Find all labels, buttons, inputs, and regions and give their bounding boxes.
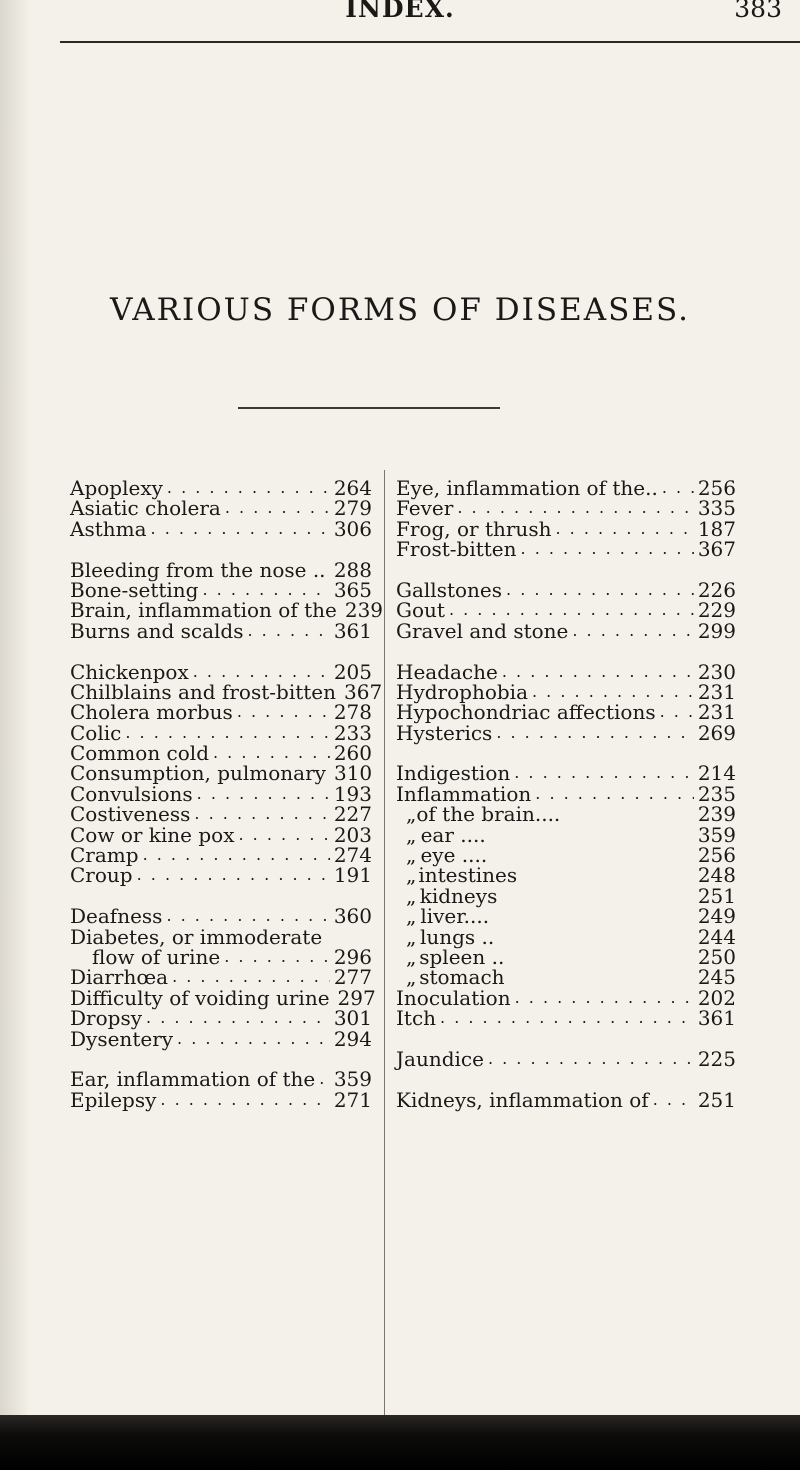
entry-page-number: 277 (333, 965, 372, 990)
index-entry (396, 700, 736, 725)
entry-gap (396, 560, 736, 580)
index-subentry (396, 822, 736, 847)
entry-term: Cholera morbus (70, 700, 233, 725)
entry-term: Gravel and stone (396, 618, 569, 643)
index-entry (396, 598, 736, 623)
entry-page-number: 299 (697, 618, 736, 643)
dot-leader (521, 539, 694, 559)
subentry-term: kidneys (419, 883, 498, 908)
entry-page-number: 251 (697, 883, 736, 908)
subentry-term: spleen .. (419, 944, 505, 969)
index-entry (70, 1087, 372, 1112)
entry-page-number: 251 (697, 1087, 736, 1112)
entry-term: Kidneys, inflammation of (396, 1087, 649, 1112)
entry-page-number: 249 (697, 904, 736, 929)
entry-term: Frost-bitten (396, 537, 517, 562)
entry-term: Deafness (70, 904, 163, 929)
running-head (0, 0, 800, 40)
index-entry (396, 537, 736, 562)
index-entry (70, 781, 372, 806)
ditto-mark: „ (406, 883, 417, 908)
entry-term: Burns and scalds (70, 618, 244, 643)
entry-page-number: 361 (333, 618, 372, 643)
index-entry (70, 985, 376, 1010)
dot-leader (457, 498, 693, 518)
entry-term: Gout (396, 598, 445, 623)
entry-page-number: 361 (697, 1006, 736, 1031)
index-entry (70, 1026, 372, 1051)
entry-page-number: 360 (333, 904, 372, 929)
dot-leader (660, 702, 694, 722)
entry-term: Eye, inflammation of the.. (396, 475, 658, 500)
index-entry (70, 618, 372, 643)
index-entry (70, 965, 372, 990)
entry-page-number: 193 (333, 781, 372, 806)
index-subentry (396, 883, 736, 908)
entry-page-number: 269 (697, 720, 736, 745)
index-entry (396, 720, 736, 745)
dot-leader (177, 1029, 330, 1049)
entry-page-number: 202 (697, 985, 736, 1010)
entry-page-number: 288 (333, 557, 372, 582)
dot-leader (160, 1090, 329, 1110)
dot-leader (167, 478, 330, 498)
dot-leader (137, 865, 330, 885)
index-entry (70, 863, 372, 888)
entry-page-number: 226 (697, 577, 736, 602)
entry-page-number: 365 (333, 577, 372, 602)
dot-leader (319, 1069, 330, 1089)
subentry-term: liver.... (420, 904, 490, 929)
subentry-term: intestines (418, 863, 518, 888)
dot-leader (213, 743, 330, 763)
dot-leader (532, 682, 694, 702)
index-entry (70, 496, 372, 521)
dot-leader (151, 519, 330, 539)
entry-page-number: 235 (697, 781, 736, 806)
dot-leader (125, 723, 329, 743)
ditto-mark: „ (406, 802, 417, 827)
index-entry (70, 924, 372, 949)
dot-leader (166, 906, 329, 926)
index-subentry (396, 924, 736, 949)
subentry-term: eye .... (420, 843, 488, 868)
ditto-mark: „ (406, 944, 417, 969)
entry-term: Convulsions (70, 781, 193, 806)
entry-page-number: 294 (333, 1026, 372, 1051)
entry-page-number: 301 (333, 1006, 372, 1031)
entry-page-number: 231 (697, 679, 736, 704)
entry-term: Consumption, pulmonary (70, 761, 326, 786)
entry-term: Diarrhœa (70, 965, 169, 990)
entry-term: Apoplexy (70, 475, 163, 500)
dot-leader (440, 1008, 694, 1028)
entry-gap (70, 641, 372, 661)
dot-leader (449, 600, 694, 620)
entry-page-number: 239 (344, 598, 384, 623)
entry-page-number: 245 (697, 965, 736, 990)
dot-leader (146, 1008, 330, 1028)
subentry-term: stomach (419, 965, 505, 990)
ditto-mark: „ (406, 822, 417, 847)
entry-term: Itch (396, 1006, 437, 1031)
entry-page-number: 191 (333, 863, 372, 888)
entry-page-number: 274 (333, 843, 372, 868)
entry-gap (396, 641, 736, 661)
entry-term: Diabetes, or immoderate (70, 924, 323, 949)
dot-leader (502, 662, 694, 682)
dot-leader (515, 988, 694, 1008)
page-number: 383 (734, 0, 782, 23)
index-entry (396, 1087, 736, 1112)
index-entry (396, 577, 736, 602)
entry-page-number: 260 (333, 741, 372, 766)
index-entry (70, 577, 372, 602)
entry-page-number: 250 (697, 944, 736, 969)
entry-term: Dysentery (70, 1026, 174, 1051)
entry-term: Inflammation (396, 781, 532, 806)
index-subentry (396, 863, 736, 888)
entry-page-number: 256 (697, 843, 736, 868)
entry-term: Costiveness (70, 802, 191, 827)
entry-page-number: 230 (697, 659, 736, 684)
entry-term: Fever (396, 496, 454, 521)
entry-term: Asiatic cholera (70, 496, 221, 521)
dot-leader (225, 498, 330, 518)
entry-gap (70, 886, 372, 906)
header-rule (60, 41, 800, 43)
entry-page-number: 359 (697, 822, 736, 847)
entry-term: Bone-setting (70, 577, 199, 602)
index-entry-continued (70, 944, 372, 969)
entry-page-number: 296 (333, 944, 372, 969)
dot-leader (496, 723, 694, 743)
entry-page-number: 248 (697, 863, 736, 888)
entry-term: Cramp (70, 843, 139, 868)
dot-leader (202, 580, 329, 600)
entry-term: Inoculation (396, 985, 511, 1010)
entry-page-number: 227 (333, 802, 372, 827)
entry-page-number: 239 (697, 802, 736, 827)
entry-page-number: 278 (333, 700, 372, 725)
bottom-dark-band (0, 1415, 800, 1470)
index-entry (70, 557, 372, 582)
index-subentry (396, 965, 736, 990)
entry-term: Gallstones (396, 577, 503, 602)
index-entry (70, 741, 372, 766)
entry-term: Bleeding from the nose .. (70, 557, 326, 582)
entry-page-number: 187 (697, 516, 736, 541)
index-entry (396, 659, 736, 684)
entry-page-number: 279 (333, 496, 372, 521)
entry-term: Epilepsy (70, 1087, 157, 1112)
subentry-term: ear .... (420, 822, 486, 847)
index-entry (70, 679, 383, 704)
ditto-mark: „ (406, 924, 417, 949)
ditto-mark: „ (406, 843, 417, 868)
column-divider (384, 470, 385, 1430)
ditto-mark: „ (406, 863, 417, 888)
entry-term: Ear, inflammation of the (70, 1067, 316, 1092)
entry-term: Difficulty of voiding urine (70, 985, 330, 1010)
entry-term: Hydrophobia (396, 679, 528, 704)
index-entry (70, 1006, 372, 1031)
entry-term: Cow or kine pox (70, 822, 235, 847)
entry-term: Croup (70, 863, 133, 888)
entry-term: Hypochondriac affections (396, 700, 656, 725)
dot-leader (572, 621, 693, 641)
entry-gap (396, 1029, 736, 1049)
entry-page-number: 264 (333, 475, 372, 500)
entry-term-continued: flow of urine (92, 944, 221, 969)
dot-leader (172, 967, 330, 987)
entry-term: Headache (396, 659, 498, 684)
entry-gap (70, 539, 372, 559)
entry-gap (396, 743, 736, 763)
entry-page-number: 367 (344, 679, 383, 704)
dot-leader (662, 478, 694, 498)
index-entry (70, 802, 372, 827)
entry-page-number: 310 (333, 761, 373, 786)
dot-leader (514, 763, 694, 783)
entry-term: Frog, or thrush (396, 516, 552, 541)
entry-page-number: 233 (333, 720, 372, 745)
index-entry (396, 475, 736, 500)
index-subentry (396, 904, 736, 929)
index-entry (70, 700, 372, 725)
dot-leader (653, 1090, 694, 1110)
index-entry (70, 475, 372, 500)
entry-term: Brain, inflammation of the (70, 598, 337, 623)
entry-term: Chickenpox (70, 659, 189, 684)
index-entry (70, 822, 372, 847)
running-head-title: INDEX. (345, 0, 455, 23)
dot-leader (488, 1049, 694, 1069)
index-entry (70, 761, 373, 786)
entry-page-number: 244 (697, 924, 736, 949)
entry-page-number: 359 (333, 1067, 372, 1092)
dot-leader (535, 784, 694, 804)
index-column-left (70, 475, 384, 1112)
entry-term: Indigestion (396, 761, 511, 786)
entry-page-number: 306 (333, 516, 372, 541)
dot-leader (237, 702, 330, 722)
index-subentry (396, 802, 736, 827)
entry-page-number: 205 (333, 659, 372, 684)
entry-term: Dropsy (70, 1006, 143, 1031)
index-entry (70, 516, 372, 541)
dot-leader (224, 947, 330, 967)
entry-page-number: 271 (333, 1087, 372, 1112)
index-column-right (396, 475, 736, 1112)
index-entry (70, 904, 372, 929)
index-entry (70, 843, 372, 868)
index-entry (396, 618, 736, 643)
index-entry (70, 720, 372, 745)
ditto-mark: „ (406, 965, 417, 990)
entry-gap (396, 1069, 736, 1089)
entry-page-number: 231 (697, 700, 736, 725)
entry-term: Common cold (70, 741, 209, 766)
index-entry (70, 1067, 372, 1092)
dot-leader (197, 784, 330, 804)
ditto-mark: „ (406, 904, 417, 929)
dot-leader (194, 804, 329, 824)
entry-term: Jaundice (396, 1046, 484, 1071)
dot-leader (506, 580, 694, 600)
entry-term: Chilblains and frost-bitten (70, 679, 337, 704)
entry-gap (70, 1049, 372, 1069)
index-entry (396, 516, 736, 541)
index-entry (396, 1006, 736, 1031)
entry-page-number: 335 (697, 496, 736, 521)
index-subentry (396, 843, 736, 868)
dot-leader (193, 662, 330, 682)
index-entry (70, 598, 384, 623)
entry-page-number: 225 (697, 1046, 736, 1071)
index-entry (396, 679, 736, 704)
section-title: VARIOUS FORMS OF DISEASES. (110, 292, 690, 328)
page-edge-shadow (0, 0, 30, 1470)
index-entry (396, 985, 736, 1010)
index-entry (396, 1046, 736, 1071)
entry-page-number: 203 (333, 822, 372, 847)
entry-term: Colic (70, 720, 122, 745)
subentry-term: lungs .. (419, 924, 495, 949)
entry-page-number: 214 (697, 761, 736, 786)
index-entry (396, 496, 736, 521)
index-entry (70, 659, 372, 684)
dot-leader (247, 621, 329, 641)
entry-term: Hysterics (396, 720, 493, 745)
entry-page-number: 367 (697, 537, 736, 562)
entry-term: Asthma (70, 516, 147, 541)
dot-leader (239, 825, 330, 845)
dot-leader (555, 519, 693, 539)
index-entry (396, 781, 736, 806)
entry-page-number: 229 (697, 598, 736, 623)
entry-page-number: 297 (337, 985, 376, 1010)
index-entry (396, 761, 736, 786)
title-rule (238, 407, 500, 409)
index-subentry (396, 944, 736, 969)
subentry-term: of the brain.... (416, 802, 561, 827)
entry-page-number: 256 (697, 475, 736, 500)
dot-leader (143, 845, 330, 865)
